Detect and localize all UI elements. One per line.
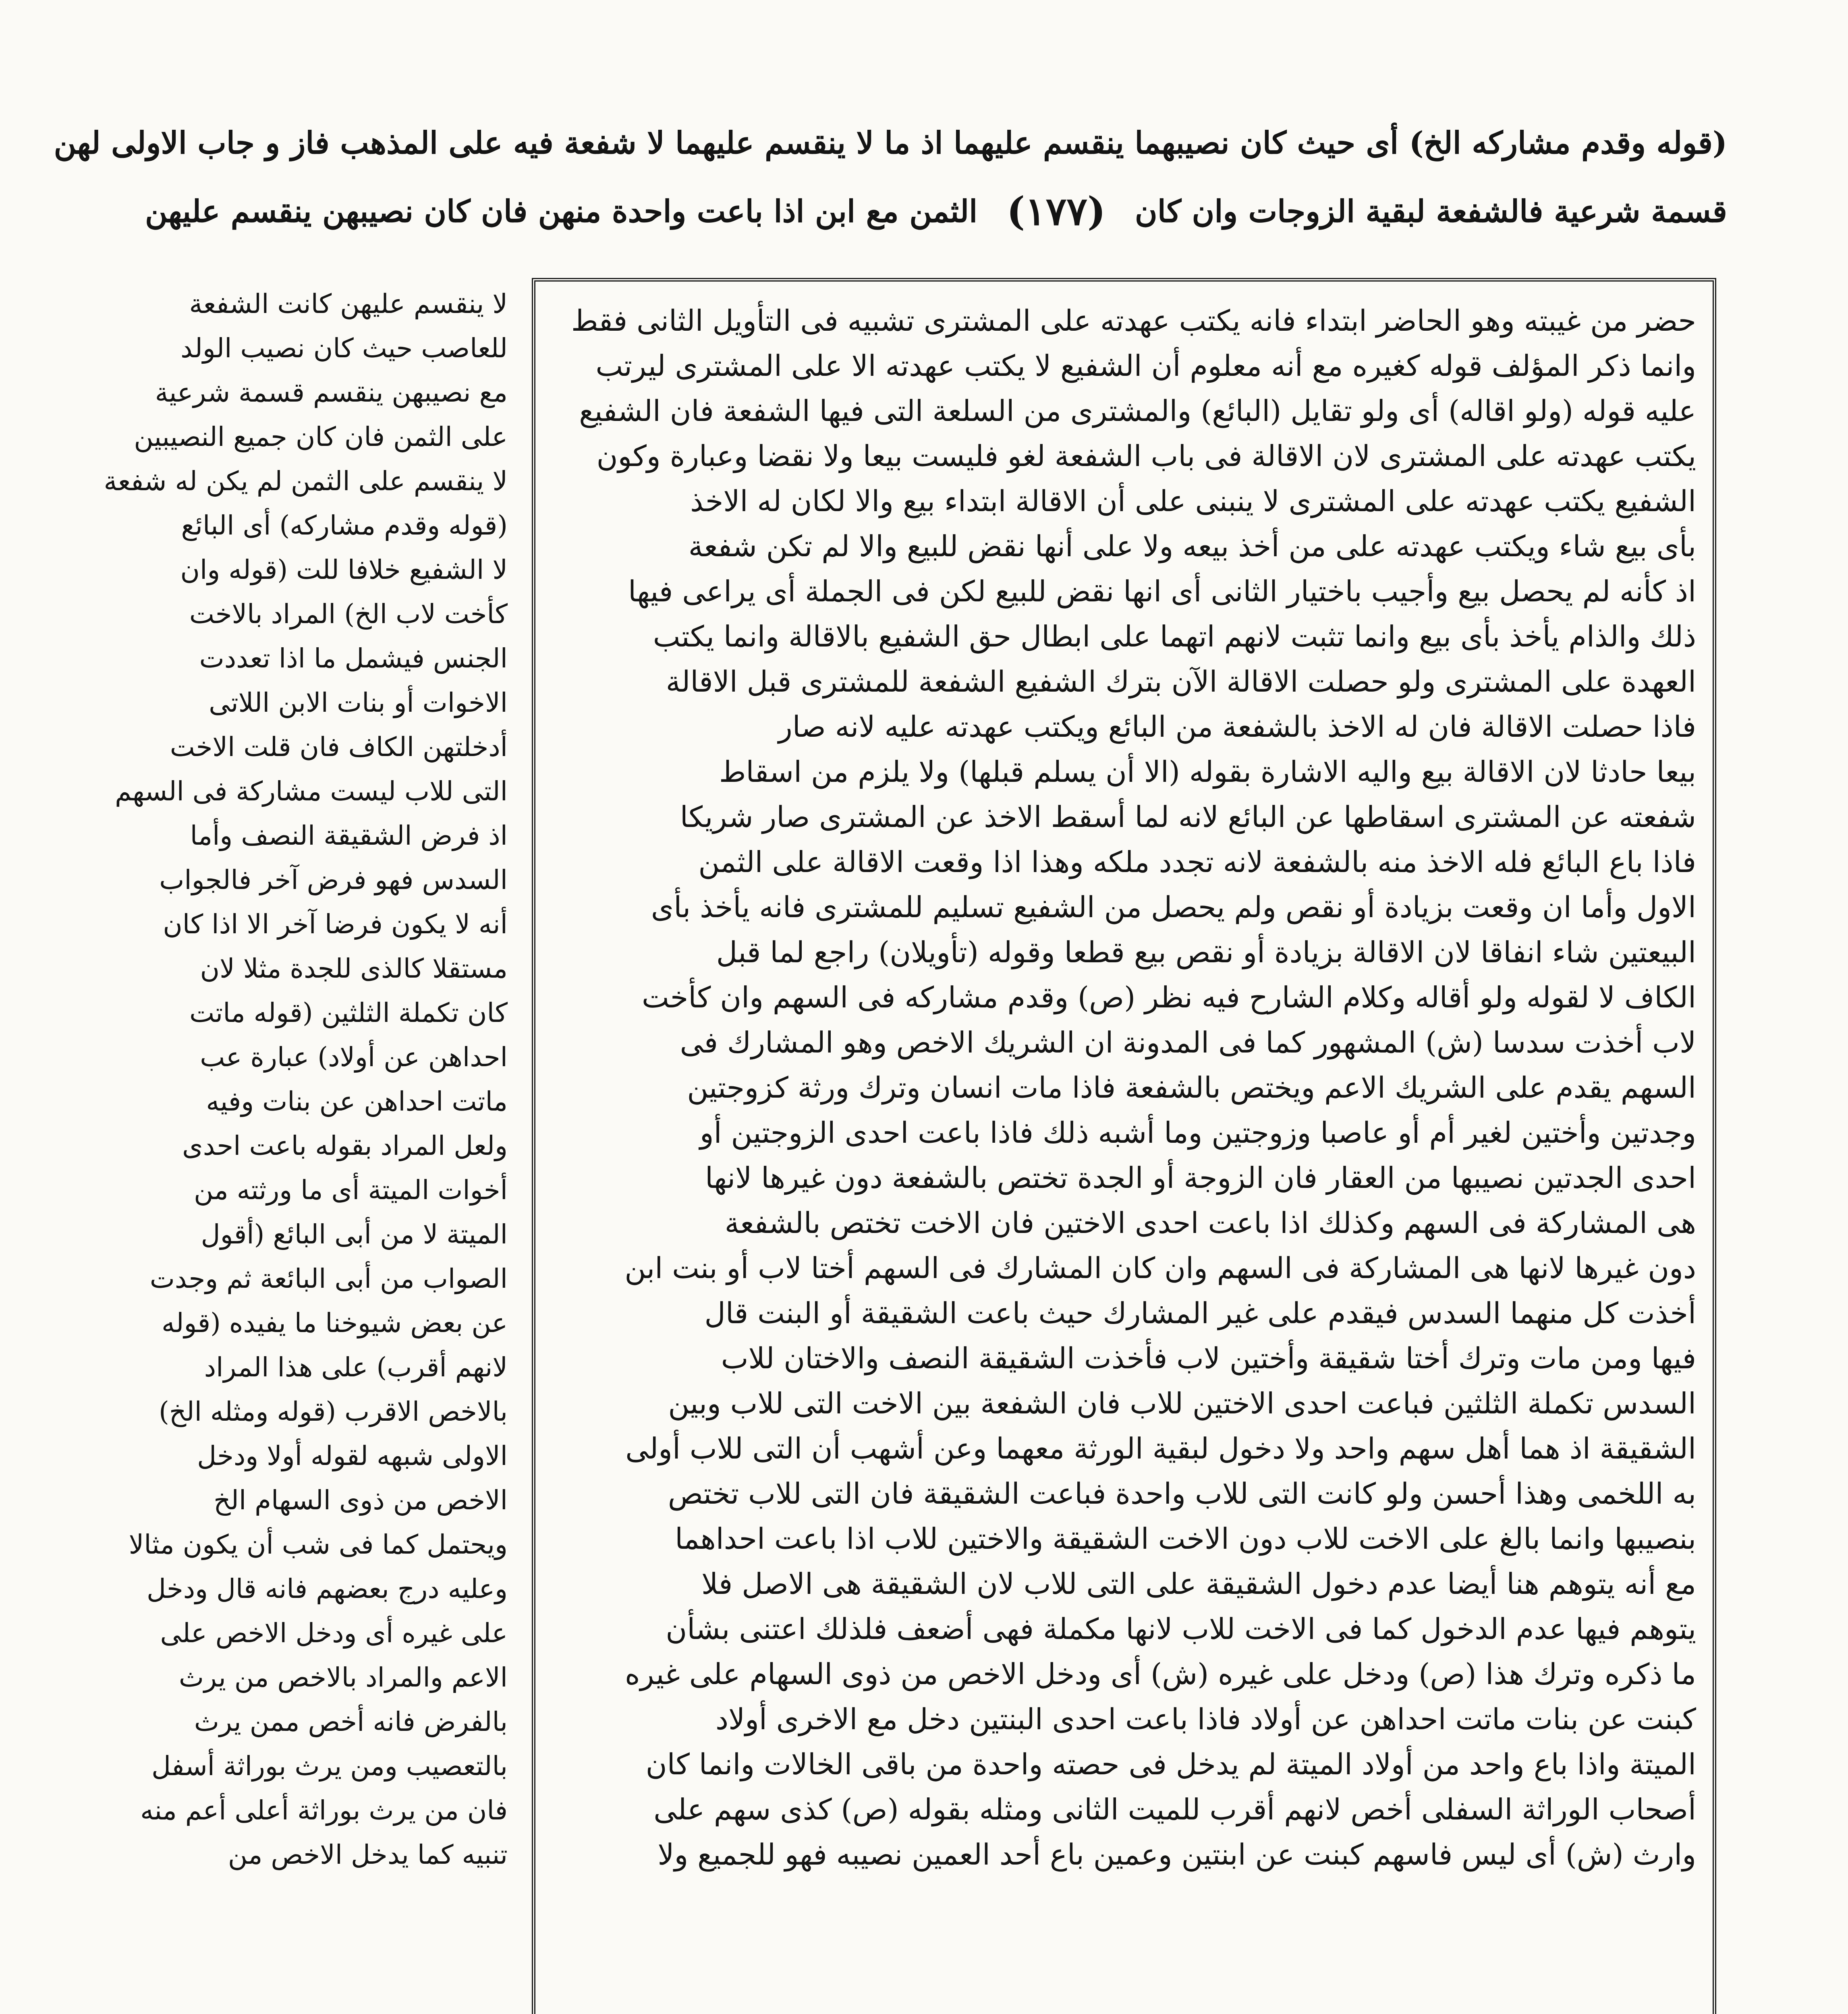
main-text-line: الكاف لا لقوله ولو أقاله وكلام الشارح فيه نظر (ص) وقدم مشاركه فى السهم وان كأخت — [642, 980, 1696, 1014]
margin-text-line: على غيره أى ودخل الاخص على — [160, 1618, 508, 1649]
margin-text-line: تنبيه كما يدخل الاخص من — [228, 1839, 508, 1870]
main-text-line: الميتة واذا باع واحد من أولاد الميتة لم يدخل فى حصته واحدة من باقى الخالات وانما كان — [645, 1747, 1696, 1781]
main-text-line: بيعا حادثا لان الاقالة بيع واليه الاشارة بقوله (الا أن يسلم قبلها) ولا يلزم من اسقاط — [719, 755, 1696, 789]
main-text-line: البيعتين شاء انفاقا لان الاقالة بزيادة أو نقص بيع قطعا وقوله (تأويلان) راجع لما قبل — [716, 935, 1696, 969]
margin-text-line: اذ فرض الشقيقة النصف وأما — [190, 820, 508, 851]
margin-text-line: أخوات الميتة أى ما ورثته من — [194, 1175, 508, 1206]
margin-text-line: التى للاب ليست مشاركة فى السهم — [115, 776, 508, 807]
margin-text-line: الاولى شبهه لقوله أولا ودخل — [197, 1440, 508, 1471]
main-text-line: أصحاب الوراثة السفلى أخص لانهم أقرب للميت الثانى ومثله بقوله (ص) كذى سهم على — [653, 1792, 1696, 1826]
main-text-line: السدس تكملة الثلثين فباعت احدى الاختين للاب فان الشفعة بين الاخت التى للاب وبين — [668, 1386, 1696, 1420]
margin-text-line: لا ينقسم على الثمن لم يكن له شفعة — [104, 466, 508, 497]
margin-text-line: عن بعض شيوخنا ما يفيده (قوله — [162, 1307, 508, 1339]
header-line-1: (قوله وقدم مشاركه الخ) أى حيث كان نصيبهما ينقسم عليهما اذ ما لا ينقسم عليهما لا شفعة فيه على المذهب فاز و جاب الاولى لهن — [54, 125, 1727, 161]
main-text-line: شفعته عن المشترى اسقاطها عن البائع لانه لما أسقط الاخذ عن المشترى صار شريكا — [680, 800, 1696, 834]
margin-text-line: ويحتمل كما فى شب أن يكون مثالا — [129, 1529, 508, 1560]
margin-text-line: مستقلا كالذى للجدة مثلا لان — [200, 953, 508, 984]
main-text-line: هى المشاركة فى السهم وكذلك اذا باعت احدى الاختين فان الاخت تختص بالشفعة — [724, 1206, 1696, 1240]
margin-text-line: وعليه درج بعضهم فانه قال ودخل — [146, 1573, 508, 1604]
margin-text-line: احداهن عن أولاد) عبارة عب — [200, 1042, 508, 1073]
margin-text-line: ماتت احداهن عن بنات وفيه — [206, 1086, 508, 1117]
main-text-line: وارث (ش) أى ليس فاسهم كبنت عن ابنتين وعمين باع أحد العمين نصيبه فهو للجميع ولا — [657, 1838, 1696, 1871]
main-text-line: كبنت عن بنات ماتت احداهن عن أولاد فاذا باعت احدى البنتين دخل مع الاخرى أولاد — [715, 1702, 1696, 1736]
main-text-line: حضر من غيبته وهو الحاضر ابتداء فانه يكتب عهدته على المشترى تشبيه فى التأويل الثانى فقط — [571, 304, 1696, 338]
main-text-line: العهدة على المشترى ولو حصلت الاقالة الآن بترك الشفيع الشفعة للمشترى قبل الاقالة — [666, 665, 1696, 698]
margin-text-line: أدخلتهن الكاف فان قلت الاخت — [170, 731, 508, 763]
margin-text-line: لا الشفيع خلافا للت (قوله وان — [180, 554, 508, 585]
margin-text-line: الميتة لا من أبى البائع (أقول — [201, 1219, 508, 1250]
margin-text-line: بالفرض فانه أخص ممن يرث — [194, 1706, 508, 1737]
margin-text-line: لا ينقسم عليهن كانت الشفعة — [189, 288, 508, 319]
margin-text-line: الجنس فيشمل ما اذا تعددت — [199, 643, 508, 674]
header-line-2 — [145, 189, 1727, 234]
main-text-line: السهم يقدم على الشريك الاعم ويختص بالشفعة فاذا مات انسان وترك ورثة كزوجتين — [687, 1071, 1696, 1104]
main-text-column — [560, 298, 1696, 2014]
main-text-line: الشقيقة اذ هما أهل سهم واحد ولا دخول لبقية الورثة معهما وعن أشهب أن التى للاب أولى — [625, 1432, 1696, 1465]
main-text-line: الشفيع يكتب عهدته على المشترى لا ينبنى على أن الاقالة ابتداء بيع والا لكان له الاخذ — [690, 484, 1696, 518]
main-text-line: فاذا حصلت الاقالة فان له الاخذ بالشفعة من البائع ويكتب عهدته عليه لانه صار — [778, 710, 1696, 744]
main-text-line: الاول وأما ان وقعت بزيادة أو نقص ولم يحصل من الشفيع تسليم للمشترى فانه يأخذ بأى — [651, 890, 1696, 924]
margin-text-line: على الثمن فان كان جميع النصيبين — [134, 421, 508, 452]
header-line-2-left: الثمن مع ابن اذا باعت واحدة منهن فان كان نصيبهن ينقسم عليهن — [145, 193, 978, 229]
main-text-line: بنصيبها وانما بالغ على الاخت للاب دون الاخت الشقيقة والاختين للاب اذا باعت احداهما — [675, 1522, 1696, 1556]
header-line-2-right: قسمة شرعية فالشفعة لبقية الزوجات وان كان — [1135, 193, 1727, 229]
main-text-line: احدى الجدتين نصيبها من العقار فان الزوجة أو الجدة تختص بالشفعة دون غيرها لانها — [705, 1161, 1696, 1195]
main-text-line: يتوهم فيها عدم الدخول كما فى الاخت للاب لانها مكملة فهى أضعف فلذلك اعتنى بشأن — [666, 1612, 1696, 1646]
margin-text-line: ولعل المراد بقوله باعت احدى — [182, 1130, 508, 1161]
main-text-line: أخذت كل منهما السدس فيقدم على غير المشارك حيث باعت الشقيقة أو البنت قال — [704, 1296, 1696, 1330]
main-text-line: دون غيرها لانها هى المشاركة فى السهم وان كان المشارك فى السهم أختا لاب أو بنت ابن — [624, 1251, 1696, 1285]
margin-text-line: كان تكملة الثلثين (قوله ماتت — [189, 997, 508, 1028]
main-text-line: فيها ومن مات وترك أختا شقيقة وأختين لاب فأخذت الشقيقة النصف والاختان للاب — [721, 1341, 1696, 1375]
margin-text-line: أنه لا يكون فرضا آخر الا اذا كان — [163, 909, 508, 940]
page-number: (١٧٧) — [1006, 189, 1106, 234]
margin-text-line: بالاخص الاقرب (قوله ومثله الخ) — [159, 1396, 508, 1427]
margin-text-line: لانهم أقرب) على هذا المراد — [204, 1352, 508, 1383]
margin-text-line: كأخت لاب الخ) المراد بالاخت — [189, 599, 508, 630]
margin-text-line: (قوله وقدم مشاركه) أى البائع — [181, 510, 508, 541]
margin-text-line: الصواب من أبى البائعة ثم وجدت — [149, 1263, 508, 1294]
margin-text-line: الاعم والمراد بالاخص من يرث — [178, 1662, 508, 1693]
margin-text-line: مع نصيبهن ينقسم قسمة شرعية — [155, 377, 508, 408]
main-text-line: لاب أخذت سدسا (ش) المشهور كما فى المدونة ان الشريك الاخص وهو المشارك فى — [680, 1026, 1696, 1059]
margin-commentary-column — [104, 282, 508, 2014]
main-text-line: عليه قوله (ولو اقاله) أى ولو تقايل (البائع) والمشترى من السلعة التى فيها الشفعة فان الشفيع — [579, 394, 1696, 428]
main-text-line: وانما ذكر المؤلف قوله كغيره مع أنه معلوم أن الشفيع لا يكتب عهدته الا على المشترى ليرتب — [595, 349, 1696, 383]
main-text-line: ما ذكره وترك هذا (ص) ودخل على غيره (ش) أى ودخل الاخص من ذوى السهام على غيره — [624, 1657, 1696, 1691]
main-text-line: ذلك والذام يأخذ بأى بيع وانما تثبت لانهم اتهما على ابطال حق الشفيع بالاقالة وانما يكتب — [653, 620, 1696, 653]
margin-text-line: بالتعصيب ومن يرث بوراثة أسفل — [151, 1751, 508, 1782]
main-text-line: وجدتين وأختين لغير أم أو عاصبا وزوجتين وما أشبه ذلك فاذا باعت احدى الزوجتين أو — [699, 1116, 1696, 1150]
margin-text-line: السدس فهو فرض آخر فالجواب — [159, 864, 508, 895]
main-text-line: اذ كأنه لم يحصل بيع وأجيب باختيار الثانى أى انها نقض للبيع لكن فى الجملة أى يراعى فيها — [628, 574, 1696, 608]
margin-text-line: الاخص من ذوى السهام الخ — [214, 1485, 508, 1516]
margin-text-line: الاخوات أو بنات الابن اللاتى — [209, 687, 508, 718]
main-text-line: يكتب عهدته على المشترى لان الاقالة فى باب الشفعة لغو فليست بيعا ولا نقضا وعبارة وكون — [596, 439, 1696, 473]
margin-text-line: فان من يرث بوراثة أعلى أعم منه — [140, 1795, 508, 1826]
margin-text-line: للعاصب حيث كان نصيب الولد — [180, 333, 508, 364]
main-text-line: بأى بيع شاء ويكتب عهدته على من أخذ بيعه ولا على أنها نقض للبيع والا لم تكن شفعة — [688, 529, 1696, 563]
main-text-line: فاذا باع البائع فله الاخذ منه بالشفعة لانه تجدد ملكه وهذا اذا وقعت الاقالة على الثمن — [698, 845, 1696, 879]
main-text-line: به اللخمى وهذا أحسن ولو كانت التى للاب واحدة فباعت الشقيقة فان التى للاب تختص — [668, 1477, 1696, 1510]
main-text-line: مع أنه يتوهم هنا أيضا عدم دخول الشقيقة على التى للاب لان الشقيقة هى الاصل فلا — [701, 1567, 1696, 1601]
